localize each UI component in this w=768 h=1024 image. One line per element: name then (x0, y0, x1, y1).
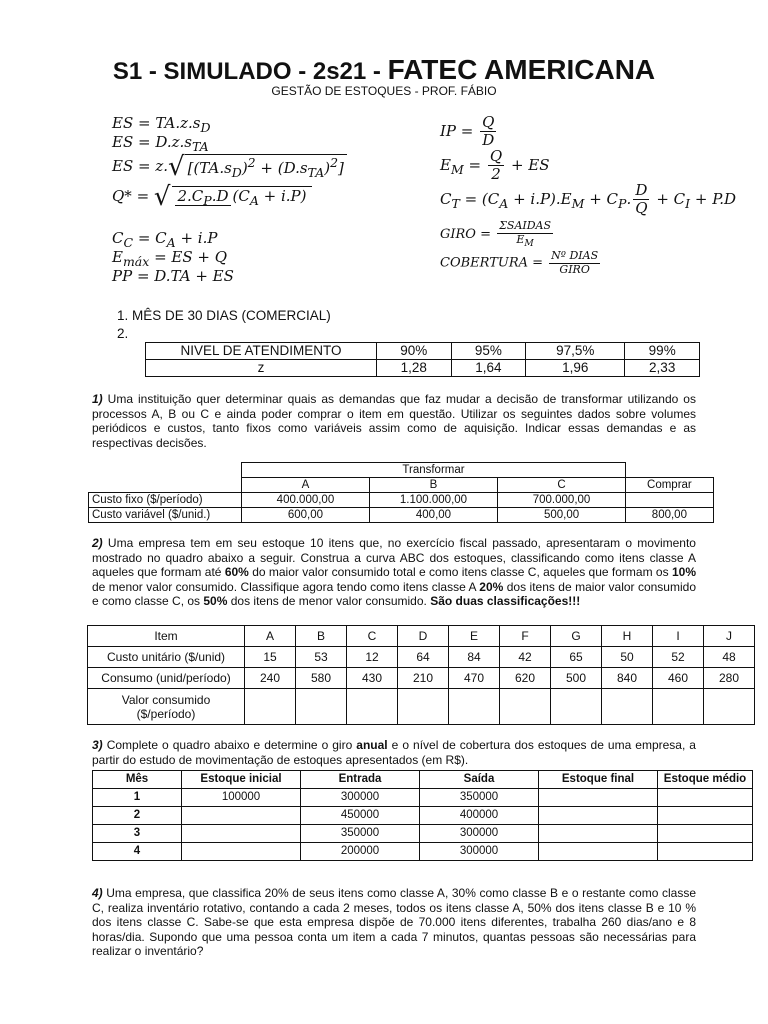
formula-em: $E_M$ = $\frac{Q}{2}$ + ES (440, 147, 550, 184)
table-cell: 1 (93, 789, 182, 807)
table-cell: 64 (398, 647, 449, 668)
table-row-label: Custo variável ($/unid.) (89, 508, 242, 523)
table-cell: 12 (347, 647, 398, 668)
process-cost-table (88, 462, 714, 523)
question-number: 2) (92, 536, 103, 550)
table-cell (539, 825, 658, 843)
table-cell: 300000 (420, 825, 539, 843)
table-row (146, 343, 700, 360)
table-cell: 800,00 (625, 508, 713, 523)
formula-es-2: ES = $D.z.s_{TA}$ (112, 133, 209, 154)
table-cell: NIVEL DE ATENDIMENTO (146, 343, 377, 360)
table-cell: 210 (398, 668, 449, 689)
table-cell: 200000 (301, 843, 420, 861)
page-subtitle: GESTÃO DE ESTOQUES - PROF. FÁBIO (271, 84, 497, 98)
table-header: Estoque inicial (182, 771, 301, 789)
page-title (0, 54, 768, 86)
table-cell: 400.000,00 (242, 493, 370, 508)
table-cell: 4 (93, 843, 182, 861)
table-header: Item (88, 626, 245, 647)
table-cell (658, 789, 753, 807)
table-cell (658, 843, 753, 861)
question-number: 1) (92, 392, 103, 406)
table-row (93, 843, 753, 861)
formula-cobertura: COBERTURA = $\frac{\text{Nº DIAS}}{\text{GIRO}}$ (440, 249, 599, 276)
service-level-table (145, 342, 700, 377)
abc-items-table (87, 625, 755, 725)
table-cell (449, 689, 500, 725)
table-cell: 460 (653, 668, 704, 689)
stock-movement-table (92, 770, 753, 861)
table-cell (398, 689, 449, 725)
table-cell: 430 (347, 668, 398, 689)
table-cell (539, 789, 658, 807)
table-cell: 3 (93, 825, 182, 843)
table-header: H (602, 626, 653, 647)
table-cell (182, 807, 301, 825)
question-number: 4) (92, 886, 103, 900)
table-cell: 500 (551, 668, 602, 689)
table-cell (653, 689, 704, 725)
table-header: Entrada (301, 771, 420, 789)
table-cell (347, 689, 398, 725)
table-cell: 99% (625, 343, 700, 360)
question-text: Uma empresa, que classifica 20% de seus itens como classe A, 30% como classe B e o restante como classe C, realiza inventário rotativo, contando a cada 2 meses, todos os itens classe A, 50% dos itens classe B e 10 % dos itens classe C. Sabe-se que esta empresa dispõe de 70.000 itens diferentes, trabalha 260 dias/ano e 8 horas/dia. Supondo que uma pessoa conta um item a cada 7 minutos, quantas pessoas são necessárias para realizar o inventário? (92, 886, 696, 958)
table-cell: 350000 (301, 825, 420, 843)
table-header: Saída (420, 771, 539, 789)
table-header: A (242, 478, 370, 493)
table-row-label: Custo fixo ($/período) (89, 493, 242, 508)
title-prefix: S1 - SIMULADO - 2s21 - (112, 58, 388, 85)
table-cell: 240 (245, 668, 296, 689)
table-cell (658, 807, 753, 825)
table-cell (500, 689, 551, 725)
table-row (89, 508, 714, 523)
formula-pp: PP = D.TA + ES (112, 267, 234, 285)
table-cell: 300000 (301, 789, 420, 807)
table-cell: 90% (377, 343, 452, 360)
table-cell: 100000 (182, 789, 301, 807)
question-4 (92, 886, 696, 959)
table-row (89, 478, 714, 493)
table-cell: 1,28 (377, 360, 452, 377)
table-cell (602, 689, 653, 725)
table-cell: 52 (653, 647, 704, 668)
table-cell: 15 (245, 647, 296, 668)
table-cell: 48 (704, 647, 755, 668)
table-cell: 620 (500, 668, 551, 689)
table-header: D (398, 626, 449, 647)
table-cell: 84 (449, 647, 500, 668)
table-cell: z (146, 360, 377, 377)
table-cell: 1,64 (451, 360, 526, 377)
table-row (88, 689, 755, 725)
formula-es-1: ES = $TA.z.s_D$ (112, 114, 211, 135)
table-cell: 580 (296, 668, 347, 689)
table-row (88, 668, 755, 689)
table-cell: 450000 (301, 807, 420, 825)
table-cell: 400,00 (369, 508, 498, 523)
table-header: C (498, 478, 626, 493)
question-text: Uma instituição quer determinar quais as demandas que faz mudar a decisão de transformar utilizando os processos A, B ou C e ainda poder comprar o item em questão. Utilizar os seguintes dados sobre volumes periódicos e custos, tanto fixos como variáveis assim como de aquisição. Indicar essas demandas e as respectivas decisões. (92, 392, 696, 450)
title-school: FATEC AMERICANA (387, 54, 656, 85)
formula-ip: IP = $\frac{Q}{D}$ (440, 113, 495, 150)
table-row (89, 493, 714, 508)
table-header: G (551, 626, 602, 647)
table-row (88, 647, 755, 668)
question-2: 2) Uma empresa tem em seu estoque 10 itens que, no exercício fiscal passado, apresentaram o movimento mostrado no quadro abaixo a seguir. Construa a curva ABC dos estoques, classificando como itens classe A aqueles que formam até 60% do maior valor consumido total e como itens classe C, aqueles que formam os 10% de menor valor consumido. Classifique agora tendo como itens classe A 20% dos itens de maior valor consumido e como classe C, os 50% dos itens de menor valor consumido. São duas classificações!!! (92, 536, 696, 608)
note-item-1: 1. MÊS DE 30 DIAS (COMERCIAL) (117, 308, 331, 323)
table-header: J (704, 626, 755, 647)
formula-q-star: Q* = √ $2.C_P.D$ $(C_A + i.P)$ (112, 182, 314, 212)
table-cell: 280 (704, 668, 755, 689)
formula-giro: GIRO = $\frac{\text{ΣSAIDAS}}{E_M}$ (440, 219, 552, 249)
table-row (93, 825, 753, 843)
table-header: I (653, 626, 704, 647)
table-row-label: Consumo (unid/período) (88, 668, 245, 689)
table-row (93, 771, 753, 789)
table-header: Estoque final (539, 771, 658, 789)
table-cell: 65 (551, 647, 602, 668)
table-cell (704, 689, 755, 725)
table-cell: 42 (500, 647, 551, 668)
table-cell: 400000 (420, 807, 539, 825)
table-cell: 300000 (420, 843, 539, 861)
table-cell (658, 825, 753, 843)
table-cell: 470 (449, 668, 500, 689)
table-cell: 500,00 (498, 508, 626, 523)
table-cell: 600,00 (242, 508, 370, 523)
table-row (93, 807, 753, 825)
table-cell: 700.000,00 (498, 493, 626, 508)
table-row-label: Valor consumido ($/período) (88, 689, 245, 725)
table-cell (539, 807, 658, 825)
table-header: E (449, 626, 500, 647)
table-row (89, 463, 714, 478)
table-cell: 1.100.000,00 (369, 493, 498, 508)
table-row-label: Custo unitário ($/unid) (88, 647, 245, 668)
table-cell (182, 843, 301, 861)
table-cell (539, 843, 658, 861)
table-header: Comprar (625, 478, 713, 493)
table-cell (245, 689, 296, 725)
table-header: B (296, 626, 347, 647)
table-row (93, 789, 753, 807)
table-cell: 95% (451, 343, 526, 360)
table-cell (296, 689, 347, 725)
table-header: B (369, 478, 498, 493)
table-header: Mês (93, 771, 182, 789)
table-cell (625, 493, 713, 508)
table-cell (551, 689, 602, 725)
table-row (146, 360, 700, 377)
question-3: 3) Complete o quadro abaixo e determine o giro anual e o nível de cobertura dos estoques de uma empresa, a partir do estudo de movimentação de estoques apresentados (em R$). (92, 738, 696, 767)
table-header: C (347, 626, 398, 647)
table-header: F (500, 626, 551, 647)
table-group-header: Transformar (242, 463, 626, 478)
table-cell: 1,96 (526, 360, 625, 377)
table-cell: 2 (93, 807, 182, 825)
table-cell: 97,5% (526, 343, 625, 360)
formula-emax: $E_{máx}$ = ES + Q (112, 248, 228, 269)
table-row (88, 626, 755, 647)
table-cell (182, 825, 301, 843)
table-cell: 350000 (420, 789, 539, 807)
question-1 (92, 392, 696, 450)
table-header: Estoque médio (658, 771, 753, 789)
question-number: 3) (92, 738, 103, 752)
note-item-2: 2. (117, 326, 129, 341)
formula-cc: $C_C = C_A + i.P$ (112, 229, 218, 250)
table-cell: 2,33 (625, 360, 700, 377)
table-cell: 50 (602, 647, 653, 668)
formula-es-3: ES = z.√ $[(TA.s_D)^2 + (D.s_{TA})^2]$ (112, 152, 347, 182)
table-cell: 53 (296, 647, 347, 668)
table-header: A (245, 626, 296, 647)
formula-ct: $C_T = (C_A + i.P).E_M + C_P$. $\frac{D}{Q}$ + $C_I + P.D$ (440, 181, 737, 218)
table-cell: 840 (602, 668, 653, 689)
